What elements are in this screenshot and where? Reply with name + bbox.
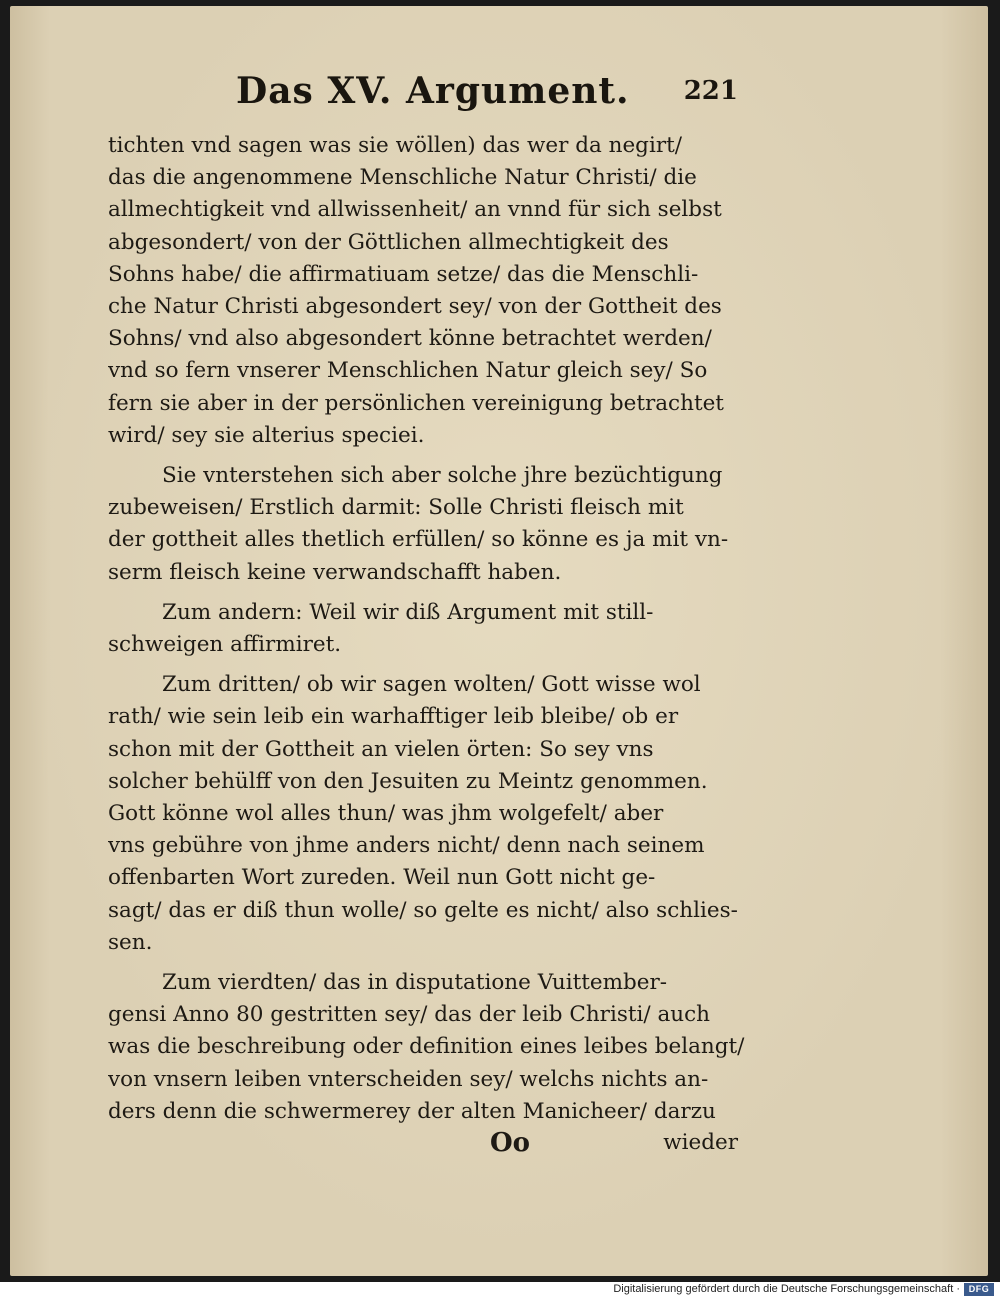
text-line: serm fleisch keine verwandschafft haben.: [108, 559, 562, 585]
signature-mark: Oo: [490, 1128, 530, 1159]
dfg-logo: DFG: [964, 1283, 994, 1296]
text-line: vns gebühre von jhme anders nicht/ denn nach seinem: [108, 833, 705, 859]
text-line: fern sie aber in der persönlichen vereinigung betrachtet: [108, 390, 724, 416]
paragraph-gap: [108, 661, 748, 669]
text-line: allmechtigkeit vnd allwissenheit/ an vnnd für sich selbst: [108, 197, 722, 223]
paragraph-gap: [108, 589, 748, 597]
text-line: Zum andern: Weil wir diß Argument mit still-: [162, 599, 654, 625]
text-line: Sohns/ vnd also abgesondert könne betrachtet werden/: [108, 326, 712, 352]
text-line: sagt/ das er diß thun wolle/ so gelte es nicht/ also schlies-: [108, 897, 738, 923]
text-line: von vnsern leiben vnterscheiden sey/ welchs nichts an-: [108, 1066, 709, 1092]
paragraph: [108, 597, 748, 661]
text-line: solcher behülff von den Jesuiten zu Meintz genommen.: [108, 768, 708, 794]
text-line: sen.: [108, 929, 153, 955]
text-line: Gott könne wol alles thun/ was jhm wolgefelt/ aber: [108, 801, 664, 827]
text-line: schweigen affirmiret.: [108, 632, 342, 658]
catchword: wieder: [663, 1130, 738, 1156]
credit-bar: [0, 1282, 1000, 1298]
text-line: gensi Anno 80 gestritten sey/ das der leib Christi/ auch: [108, 1002, 710, 1028]
funding-credit: Digitalisierung gefördert durch die Deutsche Forschungsgemeinschaft ·: [613, 1283, 960, 1295]
text-line: Zum dritten/ ob wir sagen wolten/ Gott wisse wol: [162, 672, 701, 698]
text-line: rath/ wie sein leib ein warhafftiger leib bleibe/ ob er: [108, 704, 679, 730]
text-line: che Natur Christi abgesondert sey/ von der Gottheit des: [108, 294, 722, 320]
text-line: zubeweisen/ Erstlich darmit: Solle Christi fleisch mit: [108, 495, 684, 521]
text-line: der gottheit alles thetlich erfüllen/ so könne es ja mit vn-: [108, 527, 729, 553]
text-line: offenbarten Wort zureden. Weil nun Gott nicht ge-: [108, 865, 656, 891]
paragraph-gap: [108, 452, 748, 460]
page-text-block: [108, 70, 748, 1162]
text-line: Sie vnterstehen sich aber solche jhre bezüchtigung: [162, 463, 723, 489]
text-line: das die angenommene Menschliche Natur Christi/ die: [108, 165, 697, 191]
text-line: abgesondert/ von der Göttlichen allmechtigkeit des: [108, 229, 669, 255]
text-line: was die beschreibung oder definition eines leibes belangt/: [108, 1034, 745, 1060]
body-text: [108, 130, 748, 1128]
text-line: schon mit der Gottheit an vielen örten: So sey vns: [108, 736, 654, 762]
text-line: Sohns habe/ die affirmatiuam setze/ das die Menschli-: [108, 261, 699, 287]
page-footer: [108, 1128, 748, 1162]
paragraph-gap: [108, 959, 748, 967]
paragraph: [108, 669, 748, 959]
page-header: [108, 70, 748, 130]
running-title: Das XV. Argument.: [236, 70, 630, 112]
paragraph: [108, 460, 748, 589]
text-line: tichten vnd sagen was sie wöllen) das wer da negirt/: [108, 133, 682, 158]
page-number: 221: [683, 76, 738, 106]
paragraph: [108, 967, 748, 1128]
text-line: ders denn die schwermerey der alten Manicheer/ darzu: [108, 1098, 716, 1124]
text-line: wird/ sey sie alterius speciei.: [108, 422, 425, 448]
book-page: [10, 6, 988, 1276]
paragraph: [108, 130, 748, 452]
text-line: Zum vierdten/ das in disputatione Vuittember-: [162, 970, 667, 996]
text-line: vnd so fern vnserer Menschlichen Natur gleich sey/ So: [108, 358, 708, 384]
